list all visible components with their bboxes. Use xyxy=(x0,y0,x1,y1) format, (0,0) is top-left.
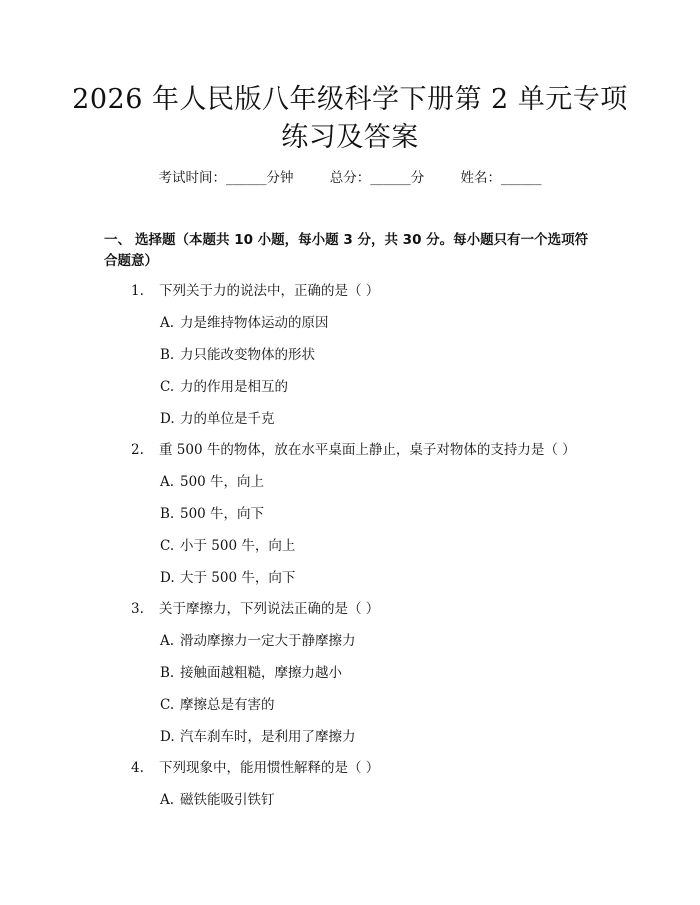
option-letter: A. xyxy=(160,633,175,649)
question-1 xyxy=(131,281,379,301)
option-letter: B. xyxy=(160,665,175,681)
total-score-field: 总分：______分 xyxy=(329,170,425,186)
option-4a xyxy=(160,790,275,810)
option-2a xyxy=(160,472,264,492)
exam-info xyxy=(0,168,700,188)
option-text: 接触面越粗糙，摩擦力越小 xyxy=(180,665,342,681)
option-1c xyxy=(160,377,288,397)
option-2d xyxy=(160,568,295,588)
question-number: 1. xyxy=(131,283,144,299)
option-text: 滑动摩擦力一定大于静摩擦力 xyxy=(180,633,356,649)
option-3b xyxy=(160,663,342,683)
option-letter: D. xyxy=(160,570,175,586)
question-number: 3. xyxy=(131,601,144,617)
option-text: 力的作用是相互的 xyxy=(180,379,288,395)
section-heading xyxy=(104,230,600,272)
option-letter: D. xyxy=(160,411,175,427)
option-text: 力只能改变物体的形状 xyxy=(180,347,315,363)
doc-title-line-1: 2026 年人民版八年级科学下册第 2 单元专项 xyxy=(72,84,628,115)
student-name-field: 姓名：______ xyxy=(460,170,542,186)
option-text: 摩擦总是有害的 xyxy=(180,697,275,713)
option-letter: A. xyxy=(160,315,175,331)
option-text: 500 牛，向下 xyxy=(180,506,265,522)
option-3c xyxy=(160,695,275,715)
question-number: 4. xyxy=(131,760,144,776)
question-text: 下列关于力的说法中，正确的是（ ） xyxy=(159,283,380,299)
option-3a xyxy=(160,631,356,651)
option-letter: D. xyxy=(160,729,175,745)
option-3d xyxy=(160,727,356,747)
option-text: 大于 500 牛，向下 xyxy=(180,570,296,586)
option-2c xyxy=(160,536,295,556)
option-text: 小于 500 牛，向上 xyxy=(180,538,296,554)
option-letter: B. xyxy=(160,506,175,522)
question-text: 下列现象中，能用惯性解释的是（ ） xyxy=(159,760,380,776)
option-letter: A. xyxy=(160,474,175,490)
option-1b xyxy=(160,345,315,365)
option-text: 汽车刹车时，是利用了摩擦力 xyxy=(180,729,356,745)
question-2 xyxy=(131,440,576,460)
option-text: 力是维持物体运动的原因 xyxy=(180,315,329,331)
option-letter: B. xyxy=(160,347,175,363)
question-text: 重 500 牛的物体，放在水平桌面上静止，桌子对物体的支持力是（ ） xyxy=(159,442,576,458)
doc-title-line-2: 练习及答案 xyxy=(281,122,419,153)
option-letter: A. xyxy=(160,792,175,808)
option-letter: C. xyxy=(160,697,175,713)
question-3 xyxy=(131,599,379,619)
option-letter: C. xyxy=(160,379,175,395)
question-text: 关于摩擦力，下列说法正确的是（ ） xyxy=(159,601,380,617)
option-text: 磁铁能吸引铁钉 xyxy=(180,792,275,808)
option-letter: C. xyxy=(160,538,175,554)
question-4 xyxy=(131,758,379,778)
option-1a xyxy=(160,313,329,333)
section-number: 一、 xyxy=(104,232,131,248)
exam-time-field: 考试时间：______分钟 xyxy=(158,170,294,186)
question-number: 2. xyxy=(131,442,144,458)
section-text: 选择题（本题共 10 小题，每小题 3 分，共 30 分。每小题只有一个选项符合题意） xyxy=(104,232,589,269)
option-text: 500 牛，向上 xyxy=(180,474,265,490)
option-text: 力的单位是千克 xyxy=(180,411,275,427)
option-2b xyxy=(160,504,264,524)
option-1d xyxy=(160,409,275,429)
